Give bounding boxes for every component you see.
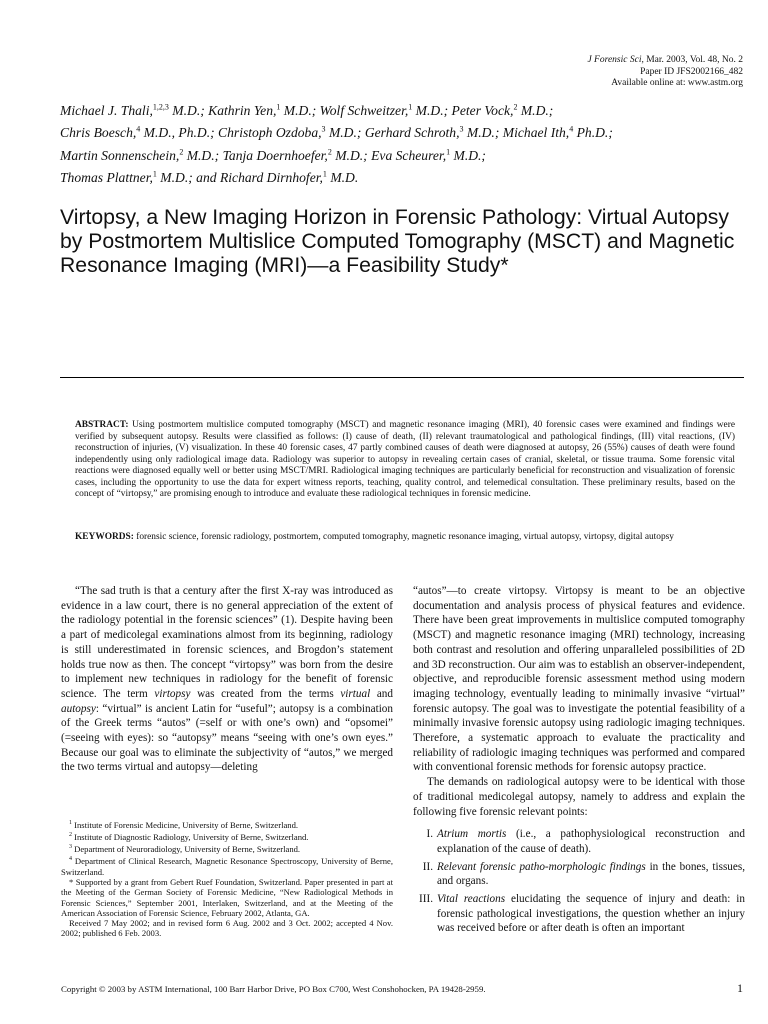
footnote-text: Department of Neuroradiology, University of Berne, Switzerland. <box>72 844 301 855</box>
author-entry <box>215 125 362 140</box>
abstract <box>75 420 735 501</box>
author-entry <box>217 170 359 185</box>
author-degree: M.D.; <box>183 147 220 163</box>
author-list <box>60 97 720 187</box>
author-name: Michael J. Thali, <box>60 102 153 118</box>
list-item-number: I. <box>426 828 433 841</box>
list-item-text: in the bones, tissues, and organs. <box>437 860 746 888</box>
author-entry <box>316 103 448 118</box>
list-item <box>413 860 745 889</box>
author-affiliation: 3 <box>321 124 326 134</box>
author-name: Martin Sonnenschein, <box>60 147 180 163</box>
title-divider <box>60 377 744 378</box>
author-name: Christoph Ozdoba, <box>214 125 322 141</box>
author-affiliation: 2 <box>513 102 518 111</box>
author-entry <box>60 125 215 140</box>
author-affiliation: 3 <box>459 124 464 134</box>
body-column-left <box>61 584 393 775</box>
author-degree: M.D. <box>326 170 359 186</box>
page-number: 1 <box>737 981 743 995</box>
list-item-text: elucidating the sequence of injury and death: in forensic pathological investigations, the question whether an injury was received before or after death is often an important <box>437 893 745 935</box>
list-item-term: Atrium mortis <box>437 828 507 841</box>
author-entry <box>368 148 486 163</box>
author-entry <box>205 103 317 118</box>
author-degree: M.D.; and <box>156 170 217 186</box>
keywords <box>75 532 735 544</box>
author-entry <box>60 148 219 163</box>
author-affiliation: 2 <box>179 147 184 157</box>
author-affiliation: 2 <box>327 147 332 157</box>
journal-info <box>423 55 743 90</box>
author-affiliation: 1 <box>152 169 157 179</box>
author-degree: Ph.D.; <box>573 125 613 141</box>
footnote-text: Institute of Diagnostic Radiology, University of Berne, Switzerland. <box>72 832 309 843</box>
author-affiliation: 1 <box>446 147 451 157</box>
author-degree: M.D.; <box>412 102 449 118</box>
footnote <box>61 918 393 939</box>
footnote <box>61 830 393 842</box>
author-name: Kathrin Yen, <box>204 102 277 118</box>
footnote-text: Institute of Forensic Medicine, University of Berne, Switzerland. <box>72 819 299 830</box>
availability-note: Available online at: www.astm.org <box>611 78 743 88</box>
copyright-notice: Copyright © 2003 by ASTM International, 100 Barr Harbor Drive, PO Box C700, West Conshohocken, PA 19428-2959. <box>61 984 486 994</box>
author-degree: M.D.; <box>517 102 554 118</box>
author-degree: M.D.; <box>450 147 486 163</box>
author-entry <box>219 148 368 163</box>
footnote <box>61 854 393 876</box>
author-name: Richard Dirnhofer, <box>216 170 323 186</box>
list-item-text: (i.e., a pathophysiological reconstruction and explanation of the cause of death). <box>437 828 745 855</box>
footnote-text: Received 7 May 2002; and in revised form 6 Aug. 2002 and 3 Oct. 2002; accepted 4 Nov. 2002; published 6 Feb. 2003. <box>61 918 393 939</box>
footnote <box>61 818 393 830</box>
author-name: Tanja Doernhoefer, <box>219 147 328 163</box>
body-column-right <box>413 584 745 939</box>
paper-id: Paper ID JFS2002166_482 <box>640 66 743 77</box>
author-degree: M.D.; <box>280 102 317 118</box>
author-name: Chris Boesch, <box>60 125 137 141</box>
author-name: Eva Scheurer, <box>367 147 447 163</box>
footnote-mark: 3 <box>69 844 72 851</box>
article-title: Virtopsy, a New Imaging Horizon in Forensic Pathology: Virtual Autopsy by Postmortem Multislice Computed Tomography (MSCT) and Magnetic Resonance Imaging (MRI)—a Feasibility Study* <box>60 206 735 278</box>
author-entry <box>60 103 205 118</box>
list-item-number: III. <box>419 893 433 906</box>
author-name: Gerhard Schroth, <box>361 125 460 141</box>
abstract-label: ABSTRACT: <box>75 420 129 430</box>
author-degree: M.D.; <box>463 125 500 141</box>
term-autopsy: autopsy <box>61 702 96 715</box>
author-entry <box>60 170 217 185</box>
list-item-number: II. <box>422 860 433 873</box>
author-name: Wolf Schweitzer, <box>316 102 409 118</box>
footnote <box>61 842 393 854</box>
author-name: Peter Vock, <box>448 102 514 118</box>
author-affiliation: 4 <box>569 124 574 134</box>
footnote-mark: 4 <box>69 856 72 863</box>
author-degree: M.D.; <box>325 125 362 141</box>
author-degree: M.D.; <box>331 147 368 163</box>
list-item <box>413 827 745 856</box>
abstract-text: Using postmortem multislice computed tomography (MSCT) and magnetic resonance imaging (MRI), 40 forensic cases were examined and findings were verified by subsequent autopsy. Results were classified as follows: (I) cause of death, (II) relevant traumatological and pathological findings, (III) vital reactions, (IV) reconstruction of injuries, (V) visualization. In these 40 forensic cases, 47 partly combined causes of death were diagnosed at autopsy, 26 (55%) causes of death were found independently using only radiological image data. Radiology was superior to autopsy in revealing certain cases of cranial, skeletal, or tissue trauma. Some forensic vital reactions were diagnosed equally well or better using MSCT/MRI. Radiological imaging techniques are particularly beneficial for reconstruction and visualization of forensic cases, including the opportunity to use the data for expert witness reports, teaching, quality control, and telemedical consultation. These preliminary results, based on the concept of “virtopsy,” are promising enough to introduce and evaluate these radiological techniques in forensic medicine. <box>75 420 735 499</box>
footnote-mark: 1 <box>69 820 72 826</box>
author-name: Michael Ith, <box>499 125 570 141</box>
footnote <box>61 877 393 918</box>
keywords-label: KEYWORDS: <box>75 532 134 542</box>
author-degree: M.D., Ph.D.; <box>140 125 215 141</box>
list-item <box>413 892 745 936</box>
author-affiliation: 1,2,3 <box>152 102 169 111</box>
footnote-text: Department of Clinical Research, Magnetic Resonance Spectroscopy, University of Berne, Switzerland. <box>61 856 393 877</box>
footnote-mark: 2 <box>69 832 72 839</box>
keywords-text: forensic science, forensic radiology, postmortem, computed tomography, magnetic resonance imaging, virtual autopsy, virtopsy, digital autopsy <box>136 532 674 542</box>
journal-citation: J Forensic Sci, Mar. 2003, Vol. 48, No. 2 <box>587 55 743 65</box>
author-affiliation: 4 <box>136 124 141 134</box>
continued-paragraph: “autos”—to create virtopsy. Virtopsy is meant to be an objective documentation and analysis process of physical features and evidence. There have been great improvements in multislice computed tomography (MSCT) and magnetic resonance imaging (MRI) technology, increasing both contrast and resolution and offering unparalleled possibilities of 2D and 3D reconstruction. Our aim was to establish an observer-independent, objective, and reproducible forensic assessment method using modern imaging technology, eventually leading to minimally invasive “virtual” forensic autopsy. The goal was to investigate the potential feasibility of a minimally invasive forensic autopsy using radiologic imaging techniques. Therefore, a systematic approach to evaluate the practicality and reliability of radiologic imaging techniques was performed and compared with conventional forensic methods for forensic autopsy practice. <box>413 585 745 774</box>
footnote-text: * Supported by a grant from Gebert Ruef Foundation, Switzerland. Paper presented in part at the Meeting of the German Society of Forensic Medicine, “New Radiological Methods in Forensic Sciences,” September 2001, Interlaken, Switzerland, and at the Meeting of the American Association of Forensic Science, February 2002, Atlanta, GA. <box>61 876 393 918</box>
author-entry <box>448 103 553 118</box>
intro-paragraph: “The sad truth is that a century after the first X-ray was introduced as evidence in a law court, there is no general appreciation of the extent of the radiology potential in the forensic sciences” (1). Despite having been a part of medicolegal examinations almost from its beginning, radiology is still underestimated in forensic sciences, and Brogdon’s statement holds true now as then. The concept “virtopsy” was born from the desire to implement new techniques in radiology for the benefit of forensic science. The term virtopsy was created from the terms virtual and autopsy: “virtual” is ancient Latin for “useful”; autopsy is a combination of the Greek terms “autos” (=self or with one’s own) and “opsomei” (=seeing with eyes): so “autopsy” means “seeing with one’s own eyes.” Because our goal was to eliminate the subjectivity of “autos,” we merged the two terms virtual and autopsy—deleting <box>61 585 393 774</box>
author-affiliation: 1 <box>276 102 281 111</box>
term-virtual: virtual <box>340 687 371 700</box>
term-virtopsy: virtopsy <box>154 687 191 700</box>
author-affiliation: 1 <box>322 169 327 179</box>
author-entry <box>499 125 612 140</box>
footnotes <box>61 818 393 939</box>
author-entry <box>361 125 499 140</box>
author-name: Thomas Plattner, <box>60 170 153 186</box>
list-item-term: Relevant forensic patho-morphologic findings <box>437 860 646 873</box>
forensic-points-list <box>413 827 745 936</box>
list-item-term: Vital reactions <box>437 893 506 906</box>
demands-paragraph: The demands on radiological autopsy were to be identical with those of traditional medicolegal autopsy, namely to address and explain the following five forensic relevant points: <box>413 776 745 818</box>
author-degree: M.D.; <box>168 102 205 118</box>
author-affiliation: 1 <box>408 102 413 111</box>
